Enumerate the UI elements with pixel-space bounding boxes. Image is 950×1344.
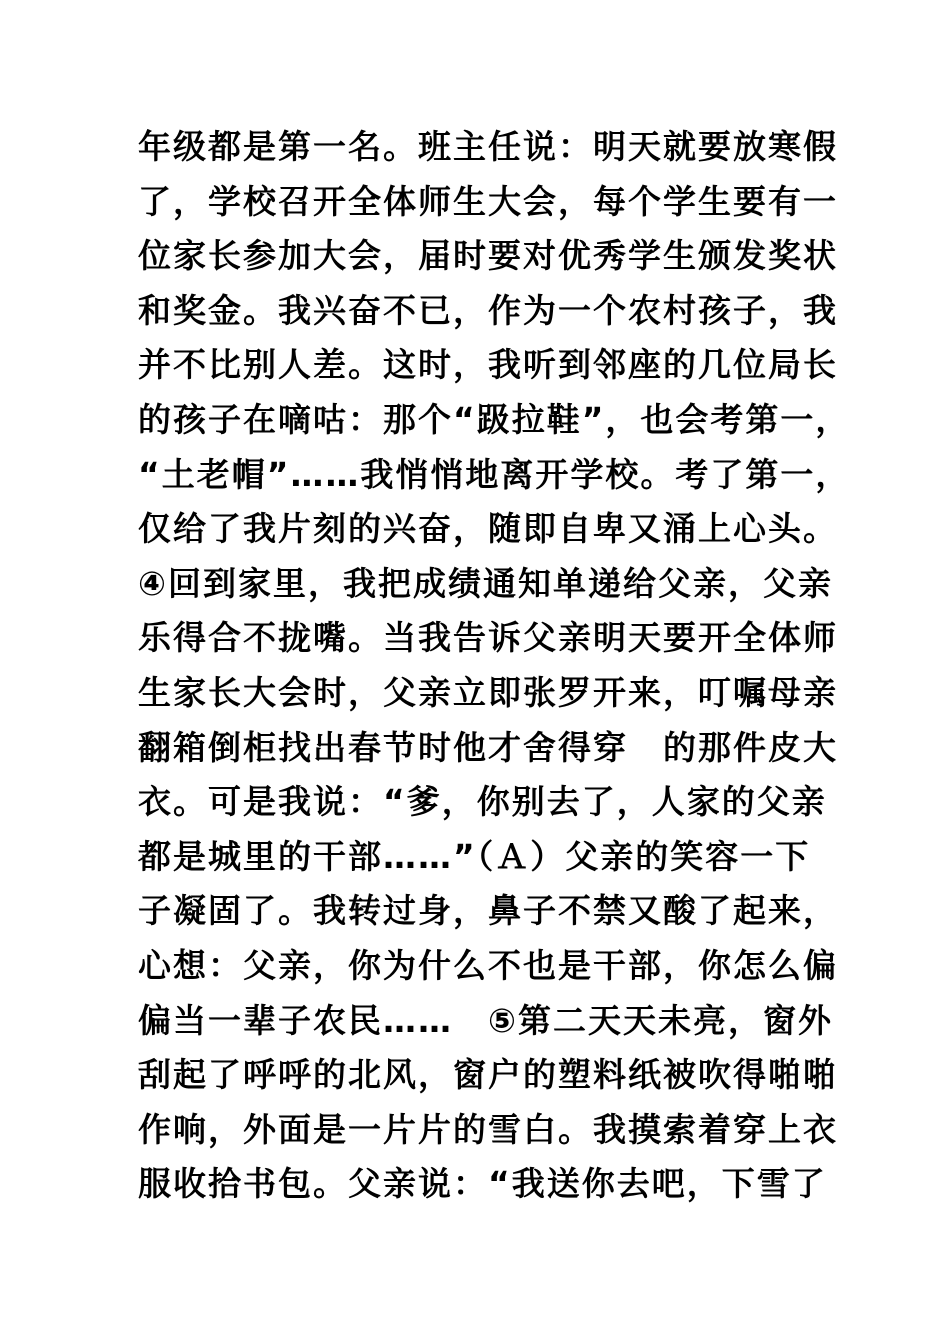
text-line-5: 并不比别人差。这时，我听到邻座的几位局长 bbox=[138, 345, 838, 385]
text-line-18: 刮起了呼呼的北风，窗户的塑料纸被吹得啪啪 bbox=[138, 1055, 838, 1095]
text-line-1: 年级都是第一名。班主任说：明天就要放寒假 bbox=[138, 127, 838, 166]
text-line-11: 生家长大会时，父亲立即张罗开来，叮嘱母亲 bbox=[138, 672, 838, 712]
text-line-3: 位家长参加大会，届时要对优秀学生颁发奖状 bbox=[138, 236, 838, 276]
text-line-13: 衣。可是我说：“爹，你别去了，人家的父亲 bbox=[138, 782, 827, 822]
text-line-16: 心想：父亲，你为什么不也是干部，你怎么偏 bbox=[138, 945, 838, 985]
text-line-7: “土老帽”……我悄悄地离开学校。考了第一， bbox=[138, 454, 851, 494]
text-line-9: ④回到家里，我把成绩通知单递给父亲，父亲 bbox=[138, 563, 833, 603]
text-line-19: 作响，外面是一片片的雪白。我摸索着穿上衣 bbox=[138, 1109, 838, 1149]
text-line-10: 乐得合不拢嘴。当我告诉父亲明天要开全体师 bbox=[138, 618, 838, 658]
text-line-12: 翻箱倒柜找出春节时他才舍得穿 的那件皮大 bbox=[138, 727, 838, 767]
text-line-15: 子凝固了。我转过身，鼻子不禁又酸了起来， bbox=[138, 891, 838, 931]
text-line-20: 服收拾书包。父亲说：“我送你去吧，下雪了 bbox=[138, 1164, 827, 1204]
article-text bbox=[138, 120, 851, 1212]
text-line-2: 了，学校召开全体师生大会，每个学生要有一 bbox=[138, 181, 838, 221]
text-line-14: 都是城里的干部……”（Ａ）父亲的笑容一下 bbox=[138, 836, 811, 876]
text-line-17: 偏当一辈子农民…… ⑤第二天天未亮，窗外 bbox=[138, 1000, 833, 1040]
text-line-6: 的孩子在嘀咕：那个“趿拉鞋”，也会考第一， bbox=[138, 399, 851, 439]
text-line-4: 和奖金。我兴奋不已，作为一个农村孩子，我 bbox=[138, 290, 838, 330]
text-line-8: 仅给了我片刻的兴奋，随即自卑又涌上心头。 bbox=[138, 509, 838, 549]
